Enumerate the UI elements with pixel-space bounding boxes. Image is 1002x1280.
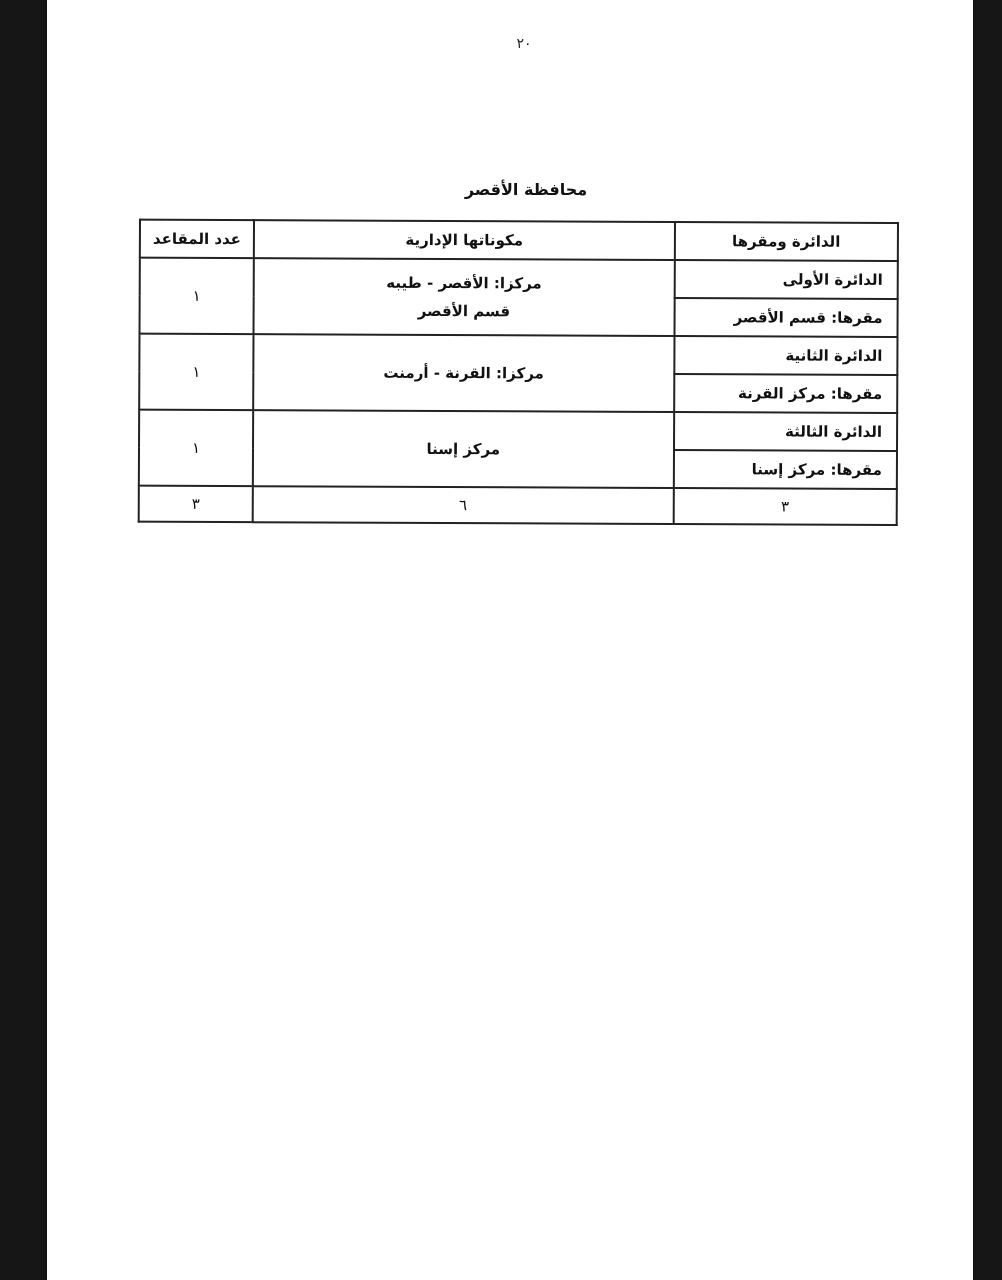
district-seat: مقرها: مركز القرنة: [674, 374, 898, 413]
table-row: [140, 258, 898, 299]
page-title: [47, 180, 973, 199]
page-number: [47, 36, 973, 52]
district-components: [253, 334, 674, 412]
district-seat: مقرها: مركز إسنا: [673, 450, 897, 489]
table-header-row: [140, 220, 898, 261]
table-row: [139, 334, 897, 375]
component-line: مركزا: الأقصر - طيبه: [386, 273, 542, 292]
document-page: [47, 0, 973, 1280]
district-name: الدائرة الثانية: [674, 336, 898, 375]
total-seats: ٣: [139, 486, 253, 522]
district-seats: ١: [140, 258, 254, 334]
district-seat: مقرها: قسم الأقصر: [674, 298, 898, 337]
district-name: الدائرة الثالثة: [674, 412, 898, 451]
total-components: ٦: [253, 486, 674, 524]
page-title-text: محافظة الأقصر: [464, 180, 588, 199]
component-line: مركز إسنا: [426, 439, 501, 459]
district-name: الدائرة الأولى: [674, 260, 898, 299]
districts-table: [138, 219, 899, 526]
district-components: [253, 410, 674, 488]
component-line: قسم الأقصر: [417, 301, 511, 321]
table-row: [139, 410, 897, 451]
district-components: [254, 258, 675, 336]
total-districts: ٣: [673, 488, 897, 525]
totals-row: [139, 486, 897, 525]
header-seats: عدد المقاعد: [140, 220, 254, 258]
header-district: الدائرة ومقرها: [674, 222, 898, 261]
page-number-text: ٢٠: [516, 36, 532, 52]
component-line: مركزا: القرنة - أرمنت: [383, 363, 544, 383]
header-components: مكوناتها الإدارية: [254, 220, 675, 260]
district-seats: ١: [139, 334, 253, 410]
district-seats: ١: [139, 410, 253, 486]
